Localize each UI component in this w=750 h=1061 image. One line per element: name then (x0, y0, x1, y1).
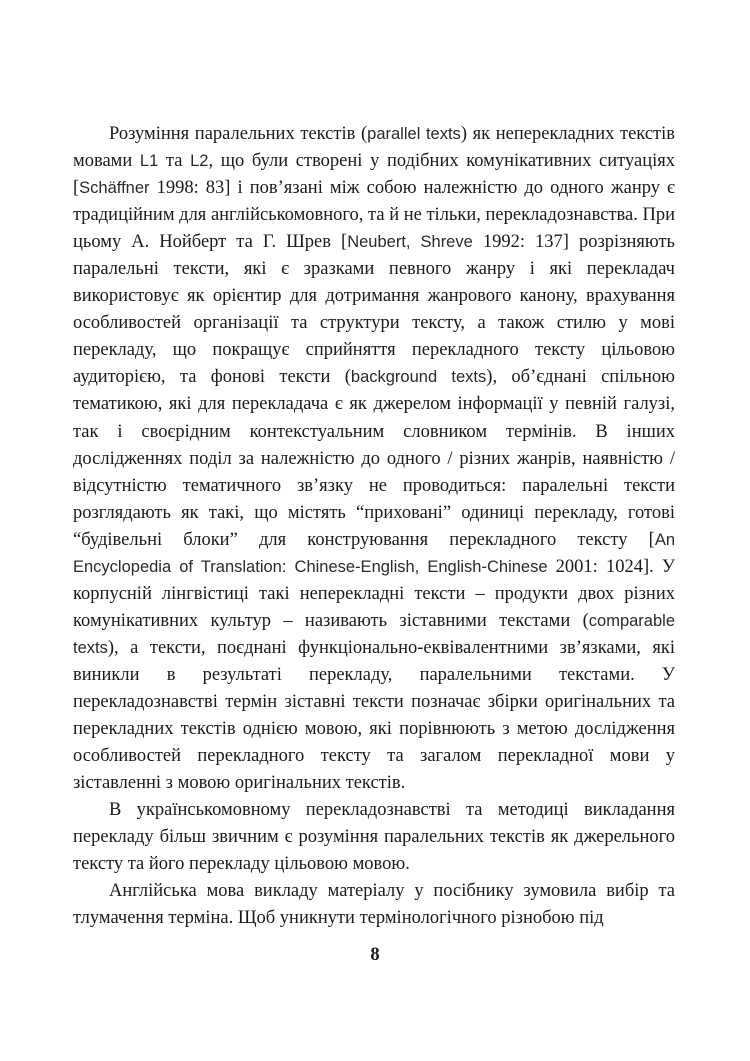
text-run: Англійська мова викладу матеріалу у посібнику зумовила вибір та тлумачення терміна. Щоб уникнути термінологічного різнобою під (73, 881, 675, 929)
text-run: Розуміння паралельних текстів ( (109, 124, 368, 144)
latin-text-run: Neubert, Shreve (347, 233, 473, 252)
latin-text-run: background texts (350, 368, 487, 387)
text-run: ), а тексти, поєднані функціонально-еквівалентними зв’язками, які виникли в результаті перекладу, паралельними текстами. У перекладознавстві термін зіставні тексти позначає збірки оригінальних та перекладних текстів однією мовою, які порівнюють з метою дослідження особливостей перекладного тексту та загалом перекладної мови у зіставленні з мовою оригінальних текстів. (73, 637, 675, 794)
text-run: , що були створені у подібних комунікативних ситуаціях [ (73, 151, 675, 199)
paragraph (73, 878, 675, 932)
text-run: ), об’єднані спільною тематикою, які для перекладача є як джерелом інформації у певній галузі, так і своєрідним контекстуальним словником термінів. В інших дослідженнях поділ за належністю до одного / різних жанрів, наявністю / відсутністю тематичного зв’язку не проводиться: паралельні тексти розглядають як такі, що містять “приховані” одиниці перекладу, готові “будівельні блоки” для конструювання перекладного тексту [ (73, 367, 675, 550)
latin-text-run: comparable texts (73, 611, 675, 657)
text-run: 1992: 137] розрізняють паралельні тексти, які є зразками певного жанру і які перекладач використовує як орієнтир для дотримання жанрового канону, врахування особливостей організації та структури тексту, а також стилю у мові перекладу, що покращує сприйняття перекладного тексту цільовою аудиторією, та фонові тексти ( (73, 232, 675, 388)
body-text (73, 121, 675, 932)
latin-text-run: Schäffner (79, 179, 150, 198)
text-run: ) як неперекладних текстів мовами (73, 124, 675, 172)
text-run: 1998: 83] і пов’язані між собою належністю до одного жанру є традиційним для англійськомовного, та й не тільки, перекладознавства. При цьому А. Нойберт та Г. Шрев [ (73, 178, 675, 253)
latin-text-run: parallel texts (367, 125, 461, 143)
text-run: В українськомовному перекладознавстві та методиці викладання перекладу більш звичним є розуміння паралельних текстів як джерельного тексту та його перекладу цільовою мовою. (73, 800, 675, 875)
page-number: 8 (370, 945, 380, 965)
latin-text-run: L2 (190, 152, 209, 171)
latin-text-run: L1 (139, 152, 159, 171)
latin-text-run: An Encyclopedia of Translation: Chinese-English, English-Chinese (73, 530, 675, 576)
paragraph (73, 121, 675, 797)
text-run: 2001: 1024]. У корпусній лінгвістиці такі неперекладні тексти – продукти двох різних комунікативних культур – називають зіставними текстами ( (73, 556, 676, 631)
text-run: та (158, 151, 191, 172)
paragraph (73, 797, 675, 878)
